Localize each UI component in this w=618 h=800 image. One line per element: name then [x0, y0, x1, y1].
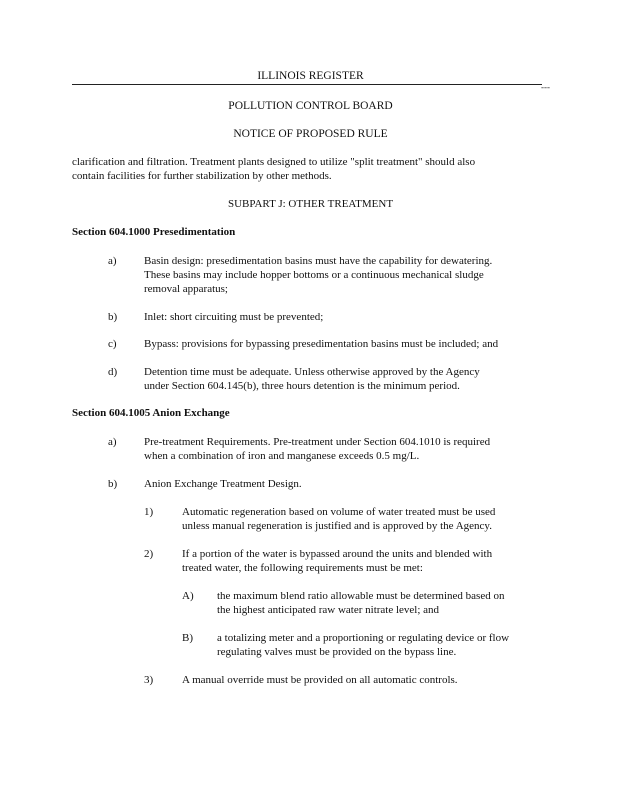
subitem-text: treated water, the following requirements must be met:: [182, 562, 423, 574]
item-text: when a combination of iron and manganese exceeds 0.5 mg/L.: [144, 450, 420, 462]
intro-line-2: contain facilities for further stabilization by other methods.: [72, 170, 332, 182]
subitem-text: A manual override must be provided on all automatic controls.: [182, 674, 458, 686]
subitem-label: 1): [144, 506, 154, 518]
item-text: removal apparatus;: [144, 283, 228, 295]
subitem-label: 3): [144, 674, 154, 686]
subsubitem-text: the maximum blend ratio allowable must be determined based on: [217, 590, 505, 602]
item-label: b): [108, 478, 118, 490]
intro-line-1: clarification and filtration. Treatment plants designed to utilize "split treatment" should also: [72, 156, 476, 168]
subsubitem-text: the highest anticipated raw water nitrate level; and: [217, 604, 440, 616]
subsubitem-text: regulating valves must be provided on the bypass line.: [217, 646, 457, 658]
item-label: b): [108, 311, 118, 323]
subitem-label: 2): [144, 548, 154, 560]
item-label: d): [108, 366, 118, 378]
register-title: ILLINOIS REGISTER: [257, 70, 364, 82]
subsubitem-label: B): [182, 632, 193, 644]
item-text: Basin design: presedimentation basins must have the capability for dewatering.: [144, 255, 493, 267]
item-label: a): [108, 255, 117, 267]
item-text: These basins may include hopper bottoms or a continuous mechanical sludge: [144, 269, 484, 281]
board-title: POLLUTION CONTROL BOARD: [228, 100, 393, 112]
subitem-text: If a portion of the water is bypassed around the units and blended with: [182, 548, 493, 560]
subitem-text: unless manual regeneration is justified and is approved by the Agency.: [182, 520, 492, 532]
item-text: Detention time must be adequate. Unless otherwise approved by the Agency: [144, 366, 480, 378]
item-text: Pre-treatment Requirements. Pre-treatment under Section 604.1010 is required: [144, 436, 491, 448]
subpart-heading: SUBPART J: OTHER TREATMENT: [227, 198, 394, 210]
item-text: Inlet: short circuiting must be prevented;: [144, 311, 324, 323]
header-rule: [72, 84, 542, 85]
item-text: Anion Exchange Treatment Design.: [144, 478, 302, 490]
subsubitem-label: A): [182, 590, 194, 602]
subitem-text: Automatic regeneration based on volume of water treated must be used: [182, 506, 496, 518]
item-label: c): [108, 338, 117, 350]
section-1005-heading: Section 604.1005 Anion Exchange: [72, 407, 230, 419]
section-1000-heading: Section 604.1000 Presedimentation: [72, 226, 236, 238]
item-text: Bypass: provisions for bypassing presedimentation basins must be included; and: [144, 338, 499, 350]
subsubitem-text: a totalizing meter and a proportioning or regulating device or flow: [217, 632, 510, 644]
item-label: a): [108, 436, 117, 448]
header-rule-dashes: ---: [541, 82, 550, 92]
item-text: under Section 604.145(b), three hours detention is the minimum period.: [144, 380, 460, 392]
notice-title: NOTICE OF PROPOSED RULE: [233, 128, 388, 140]
